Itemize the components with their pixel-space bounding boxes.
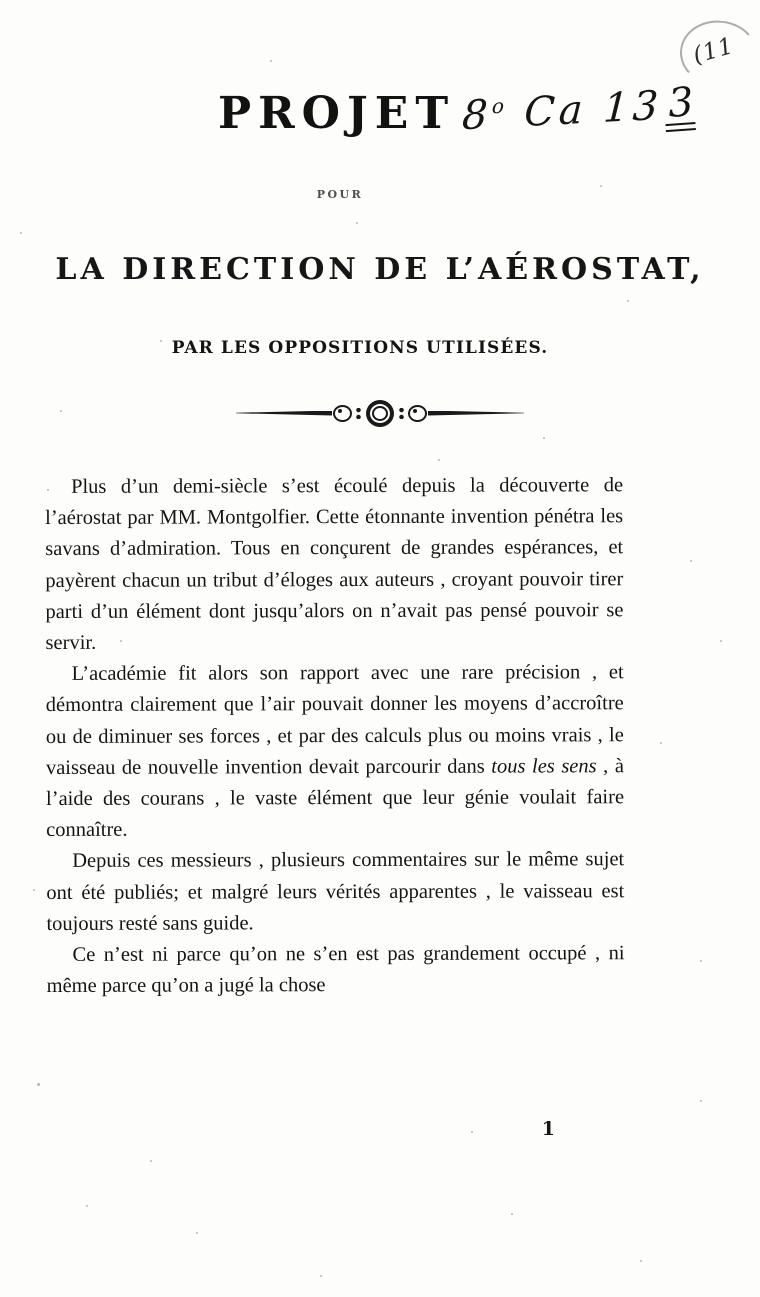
shelfmark-prefix: 8	[460, 91, 493, 140]
title-row	[0, 79, 760, 162]
paragraph	[45, 470, 624, 659]
scan-speckle	[320, 1275, 322, 1277]
scan-speckle	[86, 1205, 88, 1207]
page-title: PROJET	[218, 88, 456, 139]
text-run: , à l’aide des courans , le vaste élément que leur génie voulait faire connaître.	[45, 755, 625, 842]
scan-speckle	[196, 1232, 198, 1234]
text-run: Ce n’est ni parce qu’on ne s’en est pas grandement occupé , ni même parce qu’on a jugé la chose	[46, 942, 625, 998]
ornament-divider	[0, 400, 760, 426]
text-run: Depuis ces messieurs , plusieurs commentaires sur le même sujet ont été publiés; et malgré leurs vérités apparentes , le vaisseau est toujours resté sans guide.	[46, 848, 625, 935]
scan-speckle	[660, 742, 662, 744]
page-number: 1	[541, 1118, 555, 1140]
scan-speckle	[511, 1213, 513, 1215]
scan-speckle	[438, 459, 440, 461]
scan-speckle	[33, 889, 35, 891]
text-run: L’académie fit alors son rapport avec une rare précision , et démontra clairement que l’air pouvait donner les moyens d’accroître ou de diminuer ses forces , et par des calculs plus ou moins vrais , le vaisseau de nouvelle invention devait parcourir dans	[45, 661, 624, 779]
scan-speckle	[690, 560, 692, 562]
ornament-rosette	[366, 400, 394, 427]
scan-speckle	[20, 232, 22, 234]
preposition-line: POUR	[316, 188, 364, 201]
scan-speckle	[270, 60, 272, 62]
ornament-eye-right	[408, 405, 427, 422]
handwritten-corner-folio: (11	[689, 32, 737, 70]
sub-subtitle: PAR LES OPPOSITIONS UTILISÉES.	[171, 338, 549, 358]
shelfmark-superscript: o	[491, 93, 509, 119]
ornament-tick-left	[355, 408, 362, 419]
paragraph	[46, 845, 624, 940]
handwritten-shelfmark	[461, 83, 663, 140]
display-subtitle: LA DIRECTION DE L’AÉROSTAT,	[0, 252, 760, 287]
shelfmark-code: Ca 13	[523, 82, 664, 137]
scan-speckle	[640, 1260, 642, 1262]
ornament-rule-left	[236, 411, 332, 416]
scan-speckle	[37, 1083, 40, 1086]
body-text	[45, 470, 625, 1002]
ornament-tick-right	[398, 408, 405, 419]
ornament-rule-right	[428, 411, 524, 416]
scan-speckle	[150, 1160, 152, 1162]
scan-speckle	[700, 960, 702, 962]
scan-speckle	[627, 300, 629, 302]
paragraph	[46, 657, 625, 846]
scan-speckle	[720, 640, 722, 642]
scan-speckle	[600, 185, 602, 187]
ornament-eye-left	[333, 405, 352, 422]
text-run: Plus d’un demi-siècle s’est écoulé depuis la découverte de l’aérostat par MM. Montgolfier. Cette étonnante invention pénétra les savans d’admiration. Tous en conçurent de grandes espérances, et payèrent chacun un tribut d’éloges aux auteurs , croyant pouvoir tirer parti d’un élément dont jusqu’alors on n’avait pas pensé pouvoir se servir.	[45, 474, 624, 655]
italic-run: tous les sens	[491, 755, 597, 778]
handwritten-shelfmark-number: 3	[666, 79, 696, 127]
scan-speckle	[356, 222, 358, 224]
scan-speckle	[700, 1100, 702, 1102]
paragraph	[46, 938, 624, 1002]
scan-speckle	[543, 437, 545, 439]
